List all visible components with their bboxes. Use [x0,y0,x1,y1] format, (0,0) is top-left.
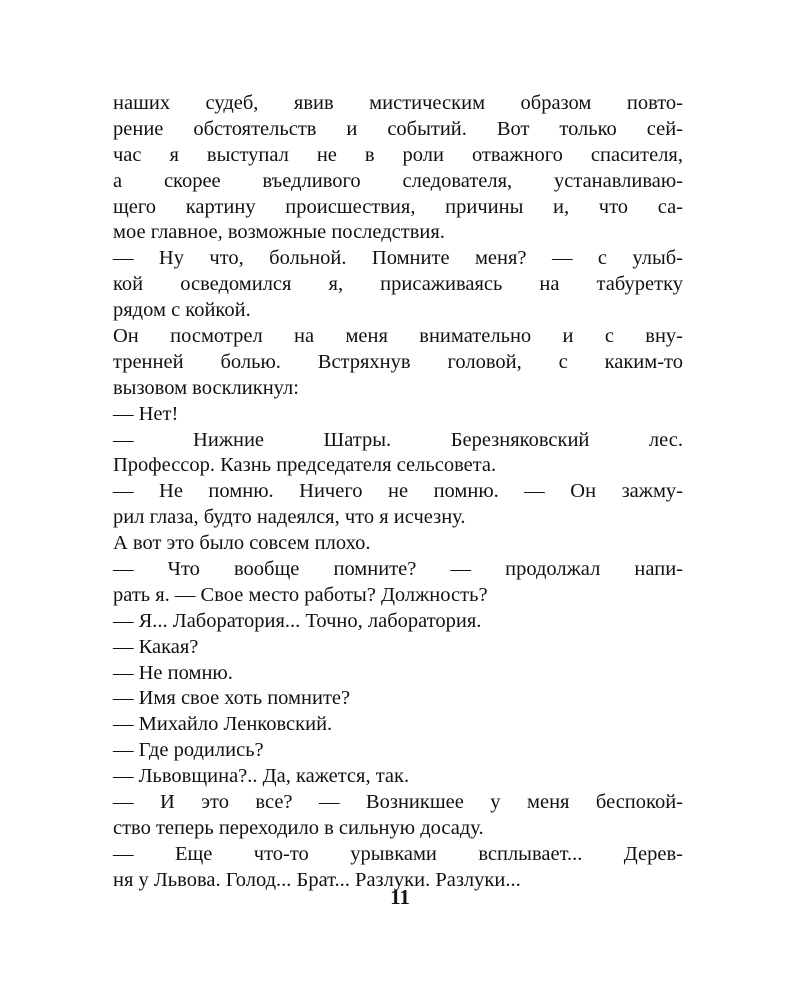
text-line-18: А вот это было совсем плохо. [113,532,371,555]
text-line-20: рать я. — Свое место работы? Должность? [113,583,488,606]
text-line-10: Он посмотрел на меня внимательно и с вну- [113,325,683,348]
text-line-26: — Где родились? [113,739,264,762]
text-line-22: — Какая? [113,635,199,658]
text-line-7 [113,246,683,272]
text-line-1: наших судеб, явив мистическим образом повто- [113,92,683,114]
text-line-23: — Не помню. [113,661,233,684]
text-line-15: Профессор. Казнь председателя сельсовета. [113,454,497,477]
text-line-28: — И это все? — Возникшее у меня беспокой- [113,791,683,814]
text-line-25: — Михайло Ленковский. [113,713,333,736]
text-line-27: — Львовщина?.. Да, кажется, так. [113,765,410,788]
text-line-16: — Не помню. Ничего не помню. — Он зажму- [113,480,683,503]
text-line-5: щего картину происшествия, причины и, что са- [113,195,683,218]
text-line-31: ня у Львова. Голод... Брат... Разлуки. Разлуки... [113,868,521,891]
text-line-17: рил глаза, будто надеялся, что я исчезну. [113,506,466,529]
page-number: 11 [390,885,410,909]
text-line-8: кой осведомился я, присаживаясь на табуретку [113,273,683,296]
text-line-30: — Еще что-то урывками всплывает... Дерев- [113,842,683,865]
text-line-13: — Нет! [113,402,179,425]
text-line-3: час я выступал не в роли отважного спасителя, [113,143,683,166]
text-line-4: а скорее въедливого следователя, устанавливаю- [113,169,683,192]
text-line-24: — Имя свое хоть помните? [113,687,351,710]
text-line-14: — Нижние Шатры. Березняковский лес. [113,428,683,451]
text-line-19: — Что вообще помните? — продолжал напи- [113,558,683,581]
text-line-12: вызовом воскликнул: [113,376,299,399]
text-line-29: ство теперь переходило в сильную досаду. [113,816,484,839]
text-line-11: тренней болью. Встряхнув головой, с каким-то [113,350,683,373]
text-line-9: рядом с койкой. [113,299,251,322]
text-line-21: — Я... Лаборатория... Точно, лаборатория. [113,609,482,632]
body-text [113,91,683,894]
text-line-7-content: — Ну что, больной. Помните меня? — с улыб- [113,247,683,270]
text-line-6: мое главное, возможные последствия. [113,221,445,244]
text-line-2: рение обстоятельств и событий. Вот только сей- [113,117,683,140]
